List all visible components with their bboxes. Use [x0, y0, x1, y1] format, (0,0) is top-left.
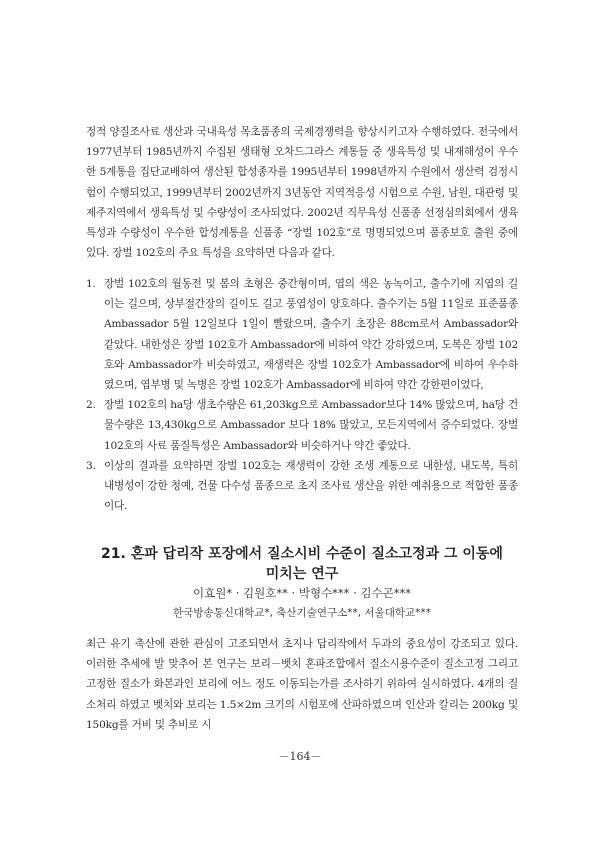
list-item: [86, 274, 518, 395]
intro-paragraph: [86, 122, 518, 263]
list-item: [86, 456, 518, 517]
list-item-text: 이상의 결과를 요약하면 장벌 102호는 재생력이 강한 조생 계통으로 내한성, 내도복, 특히 내병성이 강한 청예, 건물 다수성 품종으로 초지 조사료 생산을 위한 예취용으로 적합한 품종이다.: [104, 459, 518, 513]
list-item-text: 장벌 102호의 ha당 생초수량은 61,203kg으로 Ambassador보다 14% 많았으며, ha당 건물수량은 13,430kg으로 Ambassador 보다 18% 많았고, 모든지역에서 증수되었다. 장벌 102호의 사료 품질특성은 Ambassador와 비슷하거나 약간 좋았다.: [104, 399, 518, 452]
section-title-line2: 미치는 연구: [265, 566, 339, 582]
abstract-text: 최근 유기 축산에 관한 관심이 고조되면서 초지나 답리작에서 두과의 중요성이 강조되고 있다. 이러한 추세에 발 맞추어 본 연구는 보리－벳치 혼파조합에서 질소시용수준이 질소고정 그리고 고정한 질소가 화본과인 보리에 어느 정도 이동되는가를 조사하기 위하여 실시하였다. 4개의 질소처리 하였고 벳치와 보리는 1.5×2m 크기의 시험포에 산파하였으며 인산과 칼리는 200kg 및 150kg를 거비 및 추비로 시: [86, 638, 518, 731]
summary-list: [86, 274, 518, 516]
abstract-paragraph: [86, 634, 518, 735]
list-item-number: 3.: [86, 459, 96, 472]
list-item-text: 장벌 102호의 월동전 및 봄의 초형은 중간형이며, 엽의 색은 농녹이고, 출수기에 지엽의 길이는 길으며, 상부절간장의 길이도 길고 풍엽성이 양호하다. 출수기는 5월 11일로 표준품종 Ambassador 5월 12일보다 1일이 빨랐으며, 출수기 초장은 88cm로서 Ambassador와 같았다. 내한성은 장벌 102호가 Ambassador에 비하여 약간 강하였으며, 도복은 장벌 102호와 Ambassador가 비슷하였고, 재생력은 장벌 102호가 Ambassador에 비하여 우수하였으며, 엽부병 및 녹병은 장벌 102호가 Ambassador에 비하여 약간 강한편이었다,: [104, 278, 518, 392]
affiliations: 한국방송통신대학교*, 축산기술연구소**, 서울대학교***: [173, 607, 431, 619]
page-number: －164－: [278, 750, 322, 763]
authors: 이효원* · 김원호** · 박형수*** · 김수곤***: [193, 586, 411, 600]
list-item-number: 2.: [86, 399, 96, 412]
section-title-line1: 21. 혼파 답리작 포장에서 질소시비 수준이 질소고정과 그 이동에: [101, 546, 503, 562]
list-item: [86, 395, 518, 456]
intro-text: 정적 양질조사료 생산과 국내육성 목초품종의 국제경쟁력을 향상시키고자 수행하였다. 전국에서 1977년부터 1985년까지 수집된 생태형 오차드그라스 계통들 중 생육특성 및 내재해성이 우수한 5계통을 집단교배하여 생산된 합성종자를 1995년부터 1998년까지 수원에서 생산력 검정시험이 수행되었고, 1999년부터 2002년까지 3년동안 지역적응성 시험으로 수원, 남원, 대관령 및 제주지역에서 생육특성 및 수량성이 조사되었다. 2002년 직무육성 신품종 선정심의회에서 생육특성과 수량성이 우수한 합성계통을 신품종 “장벌 102호”로 명명되었으며 품종보호 출원 중에 있다. 장벌 102호의 주요 특성을 요약하면 다음과 같다.: [86, 126, 518, 260]
section-title: [86, 544, 518, 584]
list-item-number: 1.: [86, 278, 96, 290]
